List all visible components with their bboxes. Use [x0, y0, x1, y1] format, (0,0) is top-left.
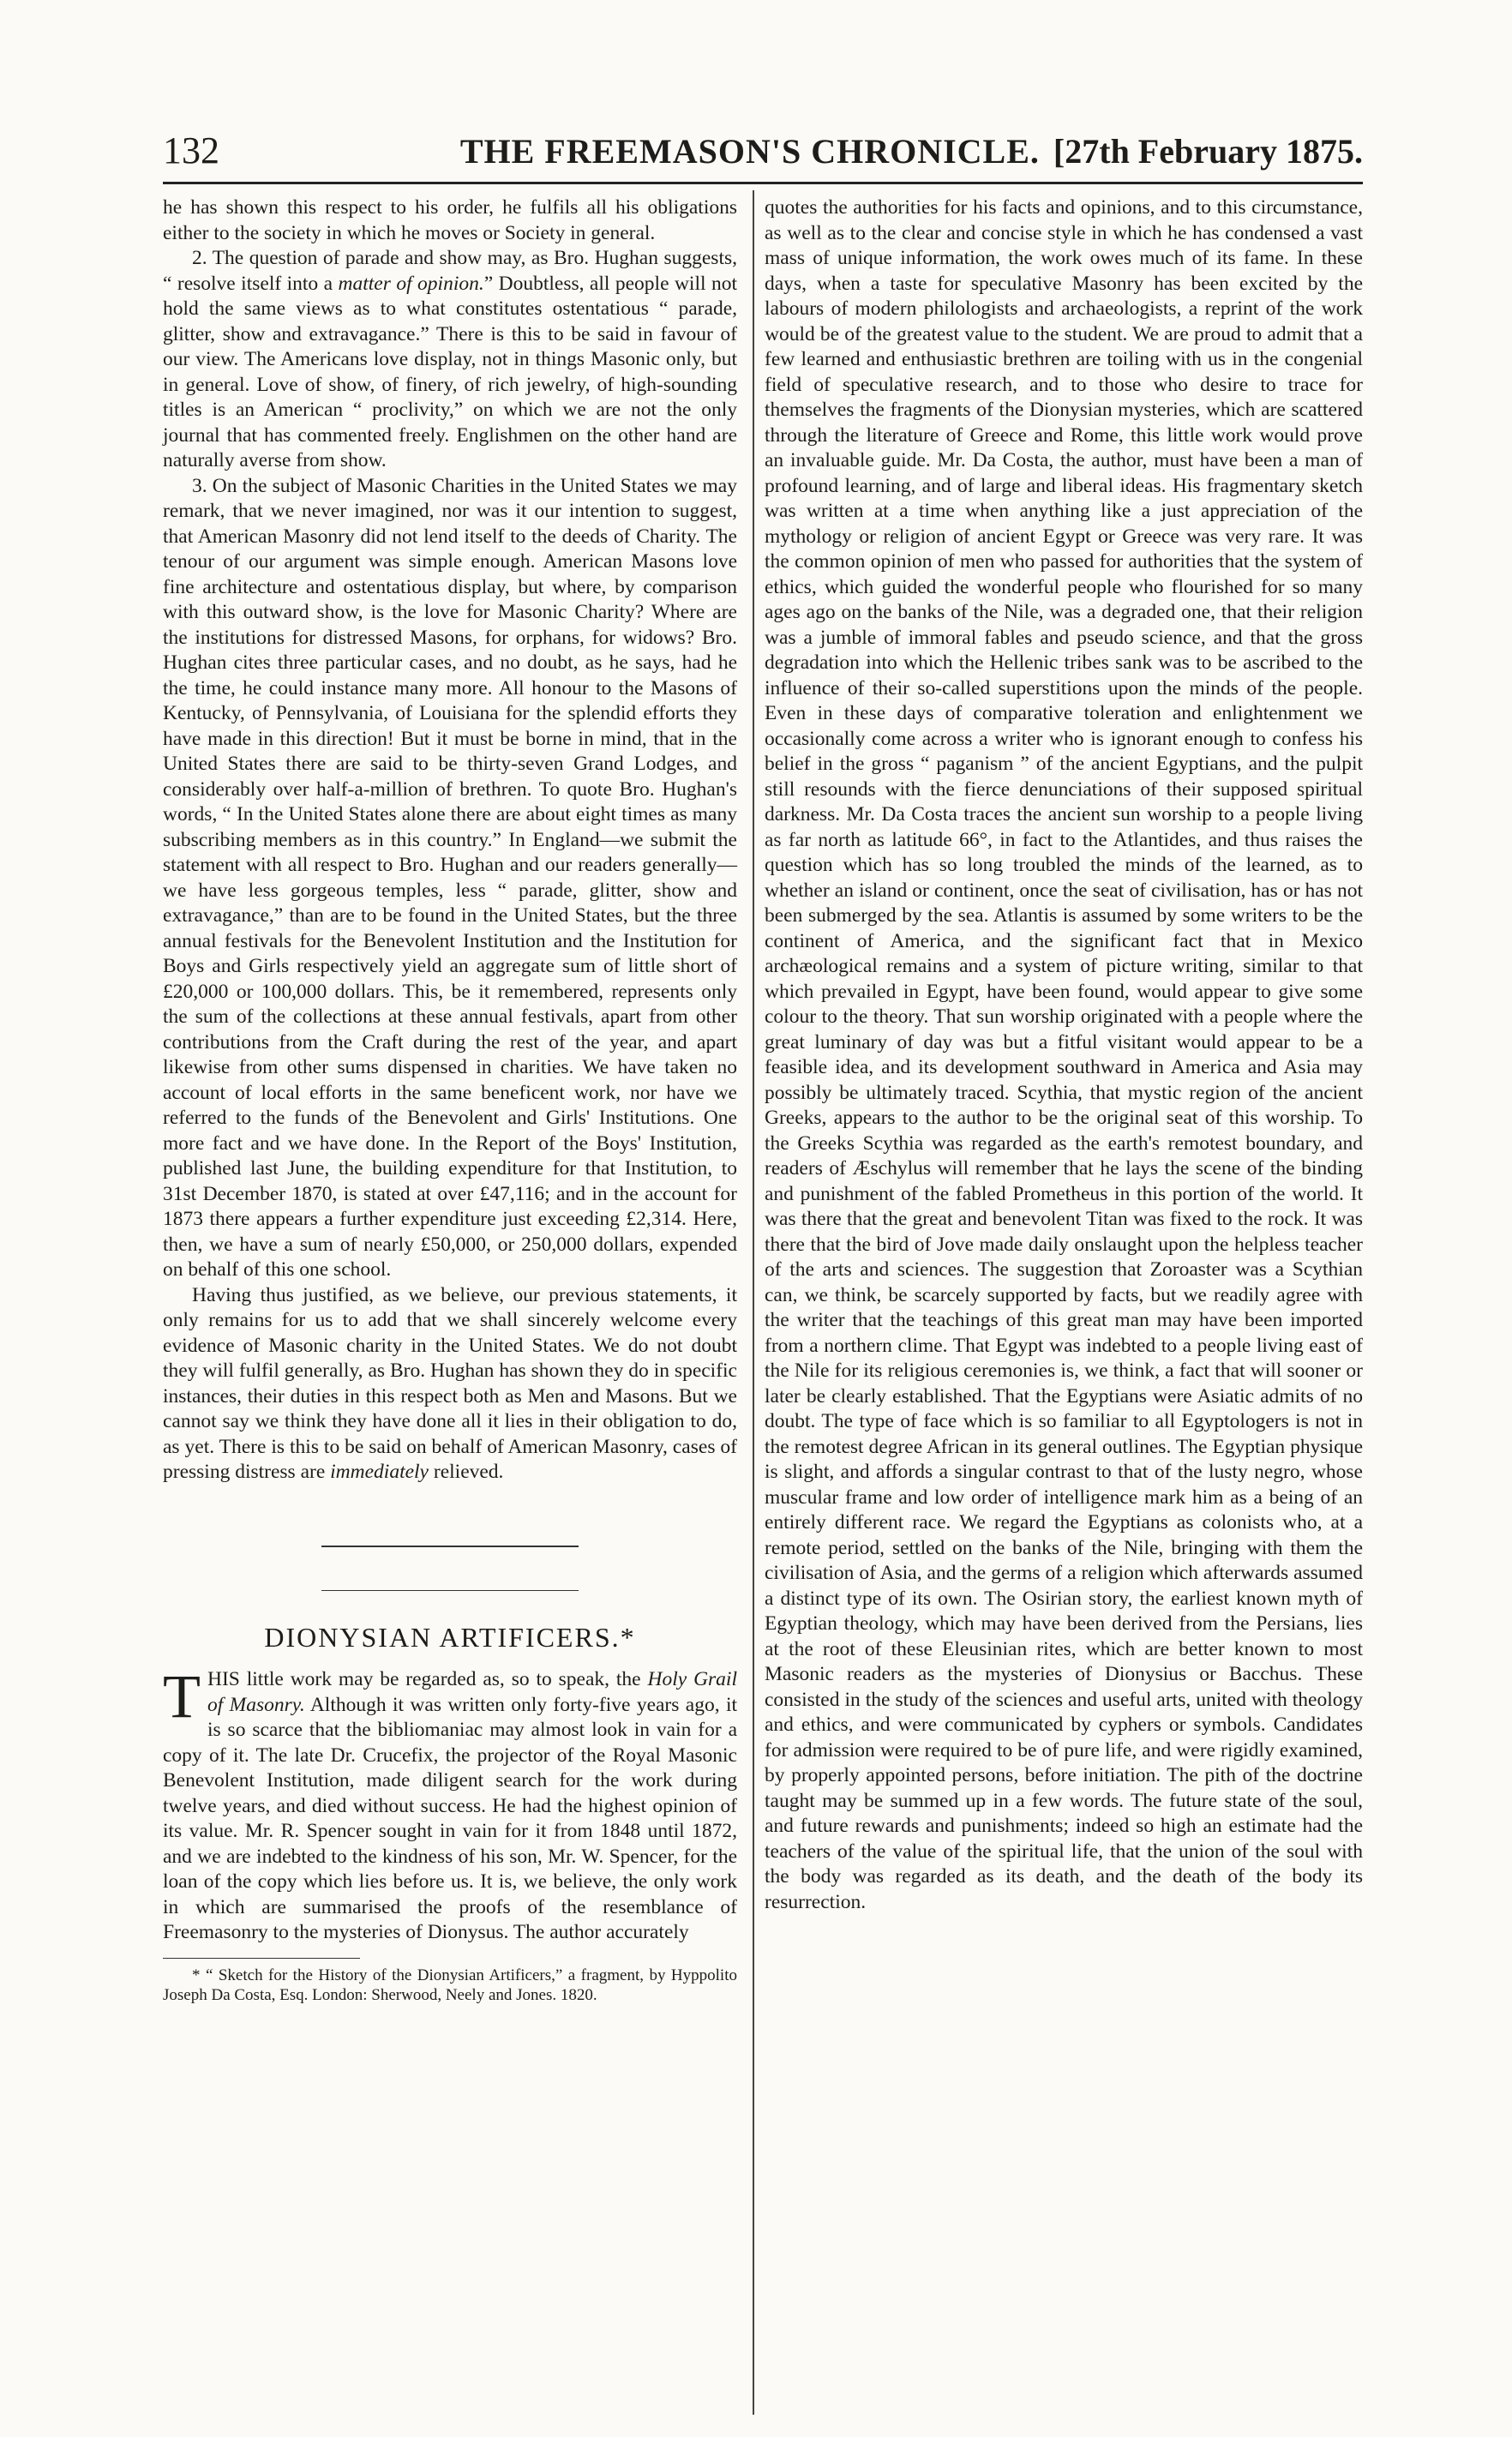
column-divider [753, 190, 754, 2415]
footnote-rule [163, 1958, 360, 1959]
page-header [163, 129, 1363, 180]
paragraph: Having thus justified, as we believe, our previous statements, it only remains for us to add that we shall sincerely welcome every evidence of Masonic charity in the United States. We do not doubt they will fulfil generally, as Bro. Hughan has shown they do in specific instances, their duties in this respect both as Men and Masons. But we cannot say we think they have done all it lies in their obligation to do, as yet. There is this to be said on behalf of American Masonry, cases of pressing distress are immediately relieved. [163, 1283, 737, 1483]
paragraph: he has shown this respect to his order, he fulfils all his obligations either to the society in which he moves or Society in general. [163, 196, 737, 244]
section-title: DIONYSIAN ARTIFICERS.* [264, 1621, 636, 1653]
page-number: 132 [163, 129, 219, 171]
issue-date: [27th February 1875. [1053, 132, 1363, 171]
left-column [163, 195, 737, 2424]
publication-title: THE FREEMASON'S CHRONICLE. [459, 132, 1040, 171]
section-divider [321, 1546, 579, 1547]
section-divider [321, 1590, 579, 1591]
right-column [765, 195, 1363, 2424]
header-rule [163, 182, 1363, 184]
paragraph: THIS little work may be regarded as, so to speak, the Holy Grail of Masonry. Although it was written only forty-five years ago, it is so scarce that the bibliomaniac may almost look in vain for a copy of it. The late Dr. Crucefix, the projector of the Royal Masonic Benevolent Institution, made diligent search for the work during twelve years, and died without success. He had the highest opinion of its value. Mr. R. Spencer sought in vain for it from 1848 until 1872, and we are indebted to the kindness of his son, Mr. W. Spencer, for the loan of the copy which lies before us. It is, we believe, the only work in which are summarised the proofs of the resemblance of Freemasonry to the mysteries of Dionysus. The author accurately [163, 1662, 738, 1943]
paragraph: 2. The question of parade and show may, as Bro. Hughan suggests, “ resolve itself into a matter of opinion.” Doubtless, all people will not hold the same views as to what constitutes ostentatious “ parade, glitter, show and extravagance.” There is this to be said in favour of our view. The Americans love display, not in things Masonic only, but in general. Love of show, of finery, of rich jewelry, of high-sounding titles is an American “ proclivity,” on which we are not the only journal that has commented freely. Englishmen on the other hand are naturally averse from show. [163, 247, 737, 471]
drop-cap: T [163, 1662, 201, 1731]
paragraph: 3. On the subject of Masonic Charities in the United States we may remark, that we never imagined, nor was it our intention to suggest, that American Masonry did not lend itself to the deeds of Charity. The tenour of our argument was simple enough. American Masons love fine architecture and ostentatious display, but where, by comparison with this outward show, is the love for Masonic Charity? Where are the institutions for distressed Masons, for orphans, for widows? Bro. Hughan cites three particular cases, and no doubt, as he says, had he the time, he could instance many more. All honour to the Masons of Kentucky, of Pennsylvania, of Louisiana for the splendid efforts they have made in this direction! But it must be borne in mind, that in the United States there are said to be thirty-seven Grand Lodges, and considerably over half-a-million of brethren. To quote Bro. Hughan's words, “ In the United States alone there are about eight times as many subscribing members as in this country.” In England—we submit the statement with all respect to Bro. Hughan and our readers generally—we have less gorgeous temples, less “ parade, glitter, show and extravagance,” than are to be found in the United States, but the three annual festivals for the Benevolent Institution and the Institution for Boys and Girls respectively yield an aggregate sum of little short of £20,000 or 100,000 dollars. This, be it remembered, represents only the sum of the collections at these annual festivals, apart from other contributions from the Craft during the rest of the year, and apart likewise from other sums dispensed in charities. We have taken no account of local efforts in the same beneficent work, nor have we referred to the funds of the Benevolent and Girls' Institutions. One more fact and we have done. In the Report of the Boys' Institution, published last June, the building expenditure for that Institution, to 31st December 1870, is stated at over £47,116; and in the account for 1873 there appears a further expenditure just exceeding £2,314. Here, then, we have a sum of nearly £50,000, or 250,000 dollars, expended on behalf of this one school. [163, 474, 737, 1281]
paragraph: quotes the authorities for his facts and opinions, and to this circumstance, as well as to the clear and concise style in which he has condensed a vast mass of unique information, the work owes much of its fame. In these days, when a taste for speculative Masonry has been excited by the labours of modern philologists and archaeologists, a reprint of the work would be of the greatest value to the student. We are proud to admit that a few learned and enthusiastic brethren are toiling with us in the congenial field of speculative research, and to those who desire to trace for themselves the fragments of the Dionysian mysteries, which are scattered through the literature of Greece and Rome, this little work would prove an invaluable guide. Mr. Da Costa, the author, must have been a man of profound learning, and of large and liberal ideas. His fragmentary sketch was written at a time when anything like a just appreciation of the mythology or religion of ancient Egypt or Greece was very rare. It was the common opinion of men who passed for authorities that the system of ethics, which guided the wonderful people who flourished for so many ages ago on the banks of the Nile, was a degraded one, that their religion was a jumble of immoral fables and pseudo science, and that the gross degradation into which the Hellenic tribes sank was to be ascribed to the influence of their so-called superstitions upon the minds of the people. Even in these days of comparative toleration and enlightenment we occasionally come across a writer who is ignorant enough to confess his belief in the gross “ paganism ” of the ancient Egyptians, and the pulpit still resounds with the fierce denunciations of their supposed spiritual darkness. Mr. Da Costa traces the ancient sun worship to a people living as far north as latitude 66°, in fact to the Atlantides, and thus raises the question which has so long troubled the minds of the learned, as to whether an island or continent, once the seat of civilisation, has or has not been submerged by the sea. Atlantis is assumed by some writers to be the continent of America, and the significant fact that in Mexico archæological remains and a system of picture writing, similar to that which prevailed in Egypt, have been found, would appear to give some colour to the theory. That sun worship originated with a people where the great luminary of day was but a fitful visitant would appear to be a feasible idea, and its development southward in America and Asia may possibly be ultimately traced. Scythia, that mystic region of the ancient Greeks, appears to the author to be the original seat of this worship. To the Greeks Scythia was regarded as the earth's remotest boundary, and readers of Æschylus will remember that he lays the scene of the binding and punishment of the fabled Prometheus in this portion of the world. It was there that the great and benevolent Titan was fixed to the rock. It was there that the bird of Jove made daily onslaught upon the helpless teacher of the arts and sciences. The suggestion that Zoroaster was a Scythian can, we think, be scarcely supported by facts, but we readily agree with the writer that the teachings of this great man may have been imported from a northern clime. That Egypt was indebted to a people living east of the Nile for its religious ceremonies is, we think, a fact that will sooner or later be clearly established. That the Egyptians were Asiatic admits of no doubt. The type of face which is so familiar to all Egyptologers is not in the remotest degree African in its general outlines. The Egyptian physique is slight, and affords a singular contrast to that of the lusty negro, whose muscular frame and low order of intelligence mark him as a being of an entirely different race. We regard the Egyptians as colonists who, at a remote period, settled on the banks of the Nile, bringing with them the civilisation of Asia, and the germs of a religion which afterwards assumed a distinct type of its own. The Osirian story, the earliest known myth of Egyptian theology, which may have been derived from the Persians, lies at the root of these Eleusinian rites, which are better known to most Masonic readers as the mysteries of Dionysius or Bacchus. These consisted in the study of the sciences and useful arts, united with theology and ethics, and were communicated by cyphers or symbols. Candidates for admission were required to be of pure life, and were rigidly examined, by properly appointed persons, before initiation. The pith of the doctrine taught may be summed up in a few words. The future state of the soul, and future rewards and punishments; indeed so high an estimate had the teachers of the value of the spiritual life, that the union of the soul with the body was regarded as its death, and the death of the body its resurrection. [765, 196, 1363, 1913]
footnote: * “ Sketch for the History of the Dionysian Artificers,” a fragment, by Hyppolito Joseph Da Costa, Esq. London: Sherwood, Neely and Jones. 1820. [163, 1966, 737, 2004]
